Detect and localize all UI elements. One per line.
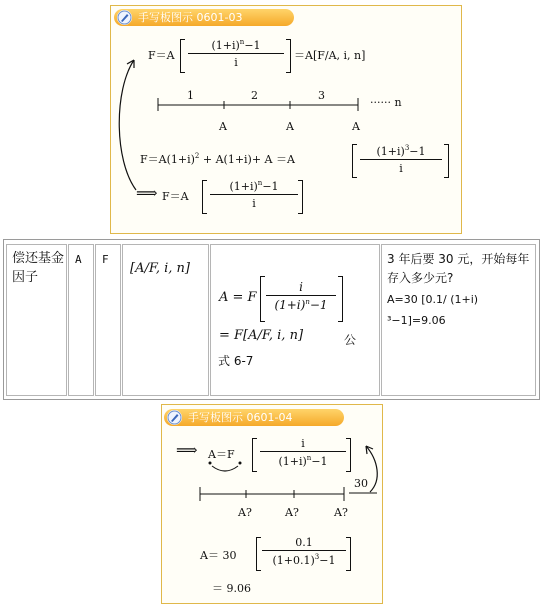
payment-label-2: A: [286, 120, 294, 133]
given-symbol: A: [75, 253, 82, 266]
panel-tag-0601-04: [164, 409, 344, 426]
bracket-right: [346, 537, 351, 571]
example-calc-2: ³−1]=9.06: [387, 314, 446, 327]
amount-underline: [349, 492, 379, 496]
eq2-mid: + A(1+i)+ A ＝A: [202, 153, 295, 166]
calc-result: ＝ 9.06: [212, 582, 251, 595]
calc-den: (1+0.1): [272, 554, 315, 567]
eq2-num-tail: −1: [409, 145, 426, 158]
eq3-num: (1+i): [229, 180, 258, 193]
payment-label-3: A: [352, 120, 360, 133]
eq-den-exp: n: [306, 454, 312, 462]
eq2-exp: 2: [194, 152, 200, 160]
timeline-label-1: 1: [187, 89, 194, 102]
formula-den-exp: n: [305, 298, 310, 306]
bracket-right: [346, 438, 351, 472]
eq-arrow: ⟹: [176, 441, 198, 459]
eq-fraction: [260, 437, 346, 468]
pen-icon: [117, 10, 132, 25]
eq3-den: i: [252, 197, 256, 210]
bracket-left: [202, 180, 207, 214]
formula-num: i: [266, 280, 336, 296]
eq-den-tail: −1: [311, 455, 328, 468]
eq3-num-exp: n: [257, 179, 263, 187]
formula-word: 公: [344, 333, 357, 347]
formula-lhs: A = F: [219, 290, 257, 305]
eq-lhs: A＝F: [208, 448, 235, 461]
bracket-right: [298, 180, 303, 214]
bracket-right: [286, 39, 291, 73]
eq1-lhs: F＝A: [148, 49, 175, 62]
eq1-num-exp: n: [239, 38, 245, 46]
timeline-dots: ······ n: [370, 96, 402, 109]
formula-den: (1+i): [274, 298, 306, 312]
unknown-payment-2: A?: [285, 506, 299, 519]
eq3-lhs: F＝A: [162, 190, 189, 203]
bracket-right: [444, 144, 449, 178]
eq2-fraction: [360, 144, 442, 175]
panel-tag-0601-03: [114, 9, 294, 26]
calc-num: 0.1: [262, 536, 346, 551]
curved-arrow: [110, 40, 150, 200]
bracket-left: [180, 39, 185, 73]
eq3-arrow: ⟹: [136, 184, 158, 202]
formula-den-tail: −1: [309, 298, 328, 312]
future-amount: 30: [354, 477, 368, 490]
eq2-lhs: [140, 151, 295, 167]
timeline-label-3: 3: [318, 89, 325, 102]
bracket-left: [252, 438, 257, 472]
calc-den-exp: 3: [314, 553, 320, 561]
unknown-payment-1: A?: [238, 506, 252, 519]
panel-tag-text: 手写板图示 0601-04: [188, 411, 293, 424]
eq1-den: i: [234, 56, 238, 69]
example-calc-1: A=30 [0.1/ (1+i): [387, 293, 479, 306]
pen-icon: [167, 410, 182, 425]
example-question: 3 年后要 30 元，开始每年存入多少元?: [387, 252, 530, 285]
calc-fraction: [262, 536, 346, 567]
formula-fraction: [266, 280, 336, 312]
calc-lhs: A＝ 30: [200, 549, 237, 562]
eq1-rhs: ＝A[F/A, i, n]: [294, 49, 366, 62]
eq2-num-exp: 3: [404, 144, 410, 152]
factor-symbol: [A/F, i, n]: [130, 261, 190, 276]
timeline-2: [196, 482, 356, 506]
eq1-num: (1+i): [211, 39, 240, 52]
eq1-fraction: [188, 38, 284, 69]
eq3-fraction: [210, 179, 298, 210]
table-cell-formula: [210, 244, 380, 396]
eq-den: (1+i): [278, 455, 307, 468]
factor-name: 偿还基金因子: [12, 251, 65, 285]
eq2-den: i: [399, 162, 403, 175]
bracket-left: [260, 276, 265, 322]
eq1-num-tail: −1: [244, 39, 261, 52]
bracket-right: [338, 276, 343, 322]
eq2-num: (1+i): [376, 145, 405, 158]
eq3-num-tail: −1: [262, 180, 279, 193]
formula-line2: = F[A/F, i, n]: [219, 328, 304, 343]
eq2-lhs-text: F＝A(1+i): [140, 153, 195, 166]
bracket-left: [256, 537, 261, 571]
eq-num: i: [260, 437, 346, 452]
calc-den-tail: −1: [319, 554, 336, 567]
dotted-smile: [206, 460, 246, 476]
payment-label-1: A: [219, 120, 227, 133]
bracket-left: [352, 144, 357, 178]
panel-tag-text: 手写板图示 0601-03: [138, 11, 243, 24]
formula-line3: 式 6-7: [218, 354, 254, 368]
timeline-1: [150, 90, 370, 120]
unknown-payment-3: A?: [334, 506, 348, 519]
timeline-label-2: 2: [251, 89, 258, 102]
find-symbol: F: [102, 253, 109, 266]
